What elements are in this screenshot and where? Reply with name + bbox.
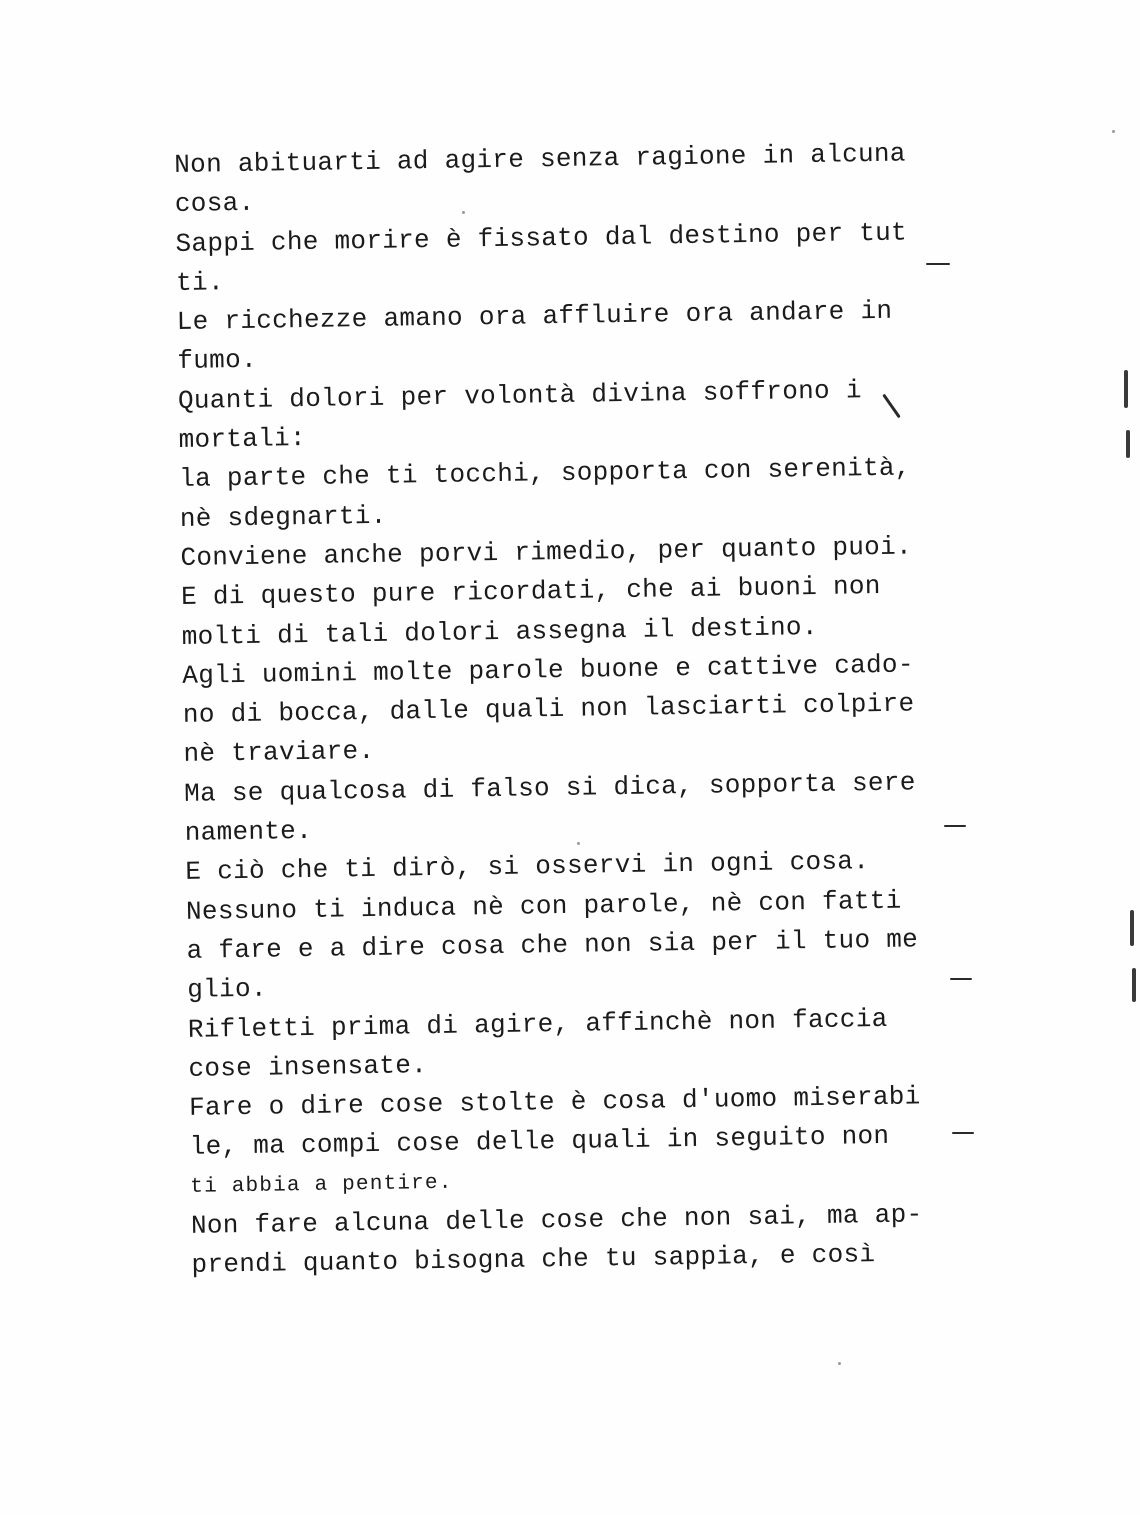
text-line: E ciò che ti dirò, si osservi in ogni cosa.: [185, 846, 870, 888]
text-line: Non abituarti ad agire senza ragione in alcuna: [174, 138, 906, 180]
text-line: Le ricchezze amano ora affluire ora andare in: [176, 295, 893, 338]
punch-hole-mark: [1126, 430, 1130, 458]
text-line: Ma se qualcosa di falso si dica, sopporta sere: [183, 767, 916, 809]
text-line: a fare e a dire cosa che non sia per il tuo me: [186, 924, 919, 966]
paper-speck: [1112, 130, 1115, 133]
paper-speck: [838, 1362, 841, 1365]
paper-speck: [577, 842, 580, 845]
text-line: nè traviare.: [183, 736, 375, 770]
paper-speck: [462, 211, 465, 214]
text-line: Non fare alcuna delle cose che non sai, ma ap-: [190, 1199, 923, 1241]
text-line: Rifletti prima di agire, affinchè non faccia: [187, 1003, 888, 1045]
text-line: le, ma compi cose delle quali in seguito non: [189, 1121, 890, 1163]
text-line: fumo.: [177, 345, 258, 377]
text-line: Fare o dire cose stolte è cosa d'uomo miserabi: [188, 1081, 921, 1124]
punch-hole-mark: [1124, 370, 1128, 408]
text-line: cose insensate.: [188, 1049, 428, 1084]
text-line: E di questo pure ricordati, che ai buoni non: [180, 571, 881, 613]
punch-hole-mark: [1130, 910, 1134, 946]
hyphen-underline-mark: [926, 263, 950, 265]
text-line: no di bocca, dalle quali non lasciarti colpire: [182, 688, 915, 731]
text-line: cosa.: [174, 188, 255, 220]
text-line: Nessuno ti induca nè con parole, nè con fatti: [185, 885, 902, 927]
text-line: Conviene anche porvi rimedio, per quanto puoi.: [180, 531, 913, 573]
text-line: Quanti dolori per volontà divina soffrono i: [177, 375, 862, 416]
hyphen-underline-mark: [952, 1132, 974, 1134]
hyphen-underline-mark: [944, 825, 966, 827]
punch-hole-mark: [1132, 968, 1136, 1002]
text-line: prendi quanto bisogna che tu sappia, e così: [191, 1239, 876, 1281]
text-line: Agli uomini molte parole buone e cattive cado-: [182, 649, 914, 691]
text-line: Sappi che morire è fissato dal destino per tut: [175, 217, 908, 259]
text-line: ti.: [175, 267, 225, 298]
text-line: mortali:: [178, 423, 307, 456]
hyphen-underline-mark: [950, 978, 972, 980]
text-line: namente.: [184, 815, 313, 848]
text-line: nè sdegnarti.: [179, 500, 387, 534]
typed-text-body: [174, 133, 1012, 1285]
text-line: la parte che ti tocchi, sopporta con serenità,: [179, 452, 911, 495]
text-line: ti abbia a pentire.: [190, 1171, 453, 1199]
text-line: molti di tali dolori assegna il destino.: [181, 611, 818, 652]
text-line: glio.: [187, 973, 268, 1006]
